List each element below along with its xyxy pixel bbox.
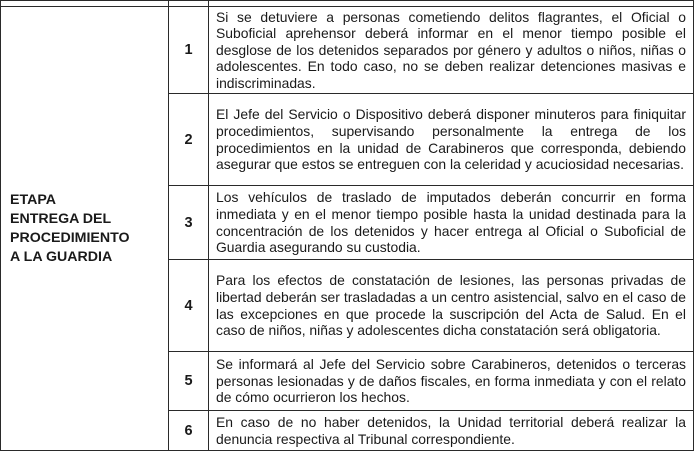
stage-label — [1, 7, 169, 451]
row-number: 3 — [169, 186, 209, 260]
row-text: En caso de no haber detenidos, la Unidad territorial deberá realizar la denuncia respectiva al Tribunal correspondiente. — [209, 411, 694, 451]
row-number: 2 — [169, 94, 209, 186]
row-text: Si se detuviere a personas cometiendo delitos flagrantes, el Oficial o Suboficial aprehensor deberá informar en el menor tiempo posible el desglose de los detenidos separados por género y adultos o niños, niñas o adolescentes. En todo caso, no se deben realizar detenciones masivas e indiscriminadas. — [209, 7, 694, 94]
stage-label-line: PROCEDIMIENTO — [10, 229, 130, 246]
stage-label-line: A LA GUARDIA — [10, 248, 113, 265]
row-text: Los vehículos de traslado de imputados deberán concurrir en forma inmediata y en el menor tiempo posible hasta la unidad destinada para la concentración de los detenidos y hacer entrega al Oficial o Suboficial de Guardia asegurando su custodia. — [209, 186, 694, 260]
row-text: Se informará al Jefe del Servicio sobre Carabineros, detenidos o terceras personas lesionadas y de daños fiscales, en forma inmediata y con el relato de cómo ocurrieron los hechos. — [209, 352, 694, 411]
row-number: 6 — [169, 411, 209, 451]
row-text: Para los efectos de constatación de lesiones, las personas privadas de libertad deberán ser trasladadas a un centro asistencial, salvo en el caso de las excepciones en que procede la suscripción del Acta de Salud. En el caso de niños, niñas y adolescentes dicha constatación será obligatoria. — [209, 260, 694, 352]
table-row — [1, 7, 694, 94]
stage-label-line: ETAPA — [10, 191, 56, 208]
row-number: 1 — [169, 7, 209, 94]
row-text: El Jefe del Servicio o Dispositivo deberá disponer minuteros para finiquitar procedimientos, supervisando personalmente la entrega de los procedimientos en la unidad de Carabineros que corresponda, debiendo asegurar que estos se entreguen con la celeridad y acuciosidad necesarias. — [209, 94, 694, 186]
row-number: 4 — [169, 260, 209, 352]
row-number: 5 — [169, 352, 209, 411]
stage-label-line: ENTREGA DEL — [10, 210, 112, 227]
